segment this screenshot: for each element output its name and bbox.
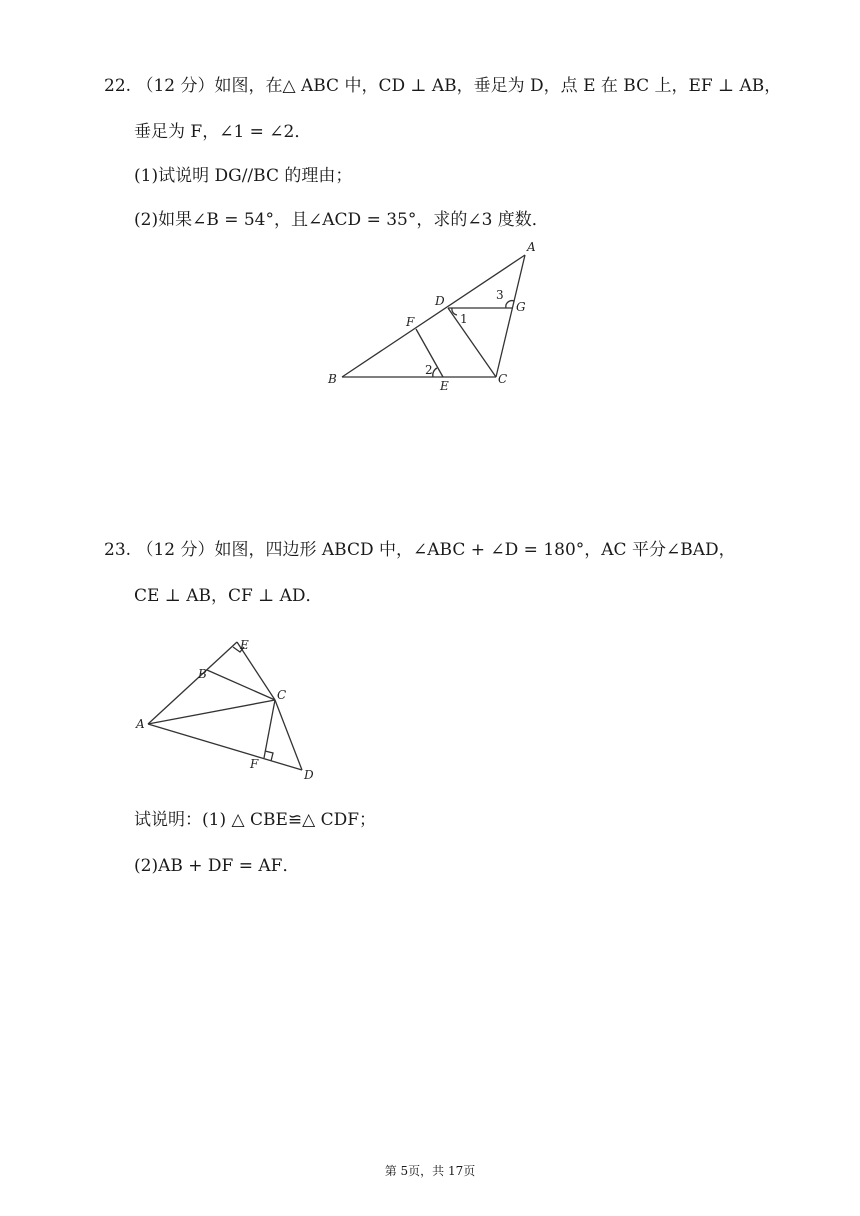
q22-figure bbox=[320, 238, 560, 398]
point-E-label: E bbox=[240, 638, 249, 652]
q23-line2: CE ⊥ AB，CF ⊥ AD． bbox=[134, 586, 323, 606]
angle-1-label: 1 bbox=[460, 312, 468, 326]
point-F-label: F bbox=[406, 315, 415, 329]
segment-DC bbox=[448, 308, 496, 377]
point-F-label: F bbox=[250, 757, 259, 771]
angle-2-arc bbox=[433, 368, 437, 377]
segment-CA bbox=[496, 255, 525, 377]
point-B-label: B bbox=[198, 667, 207, 681]
q23-prove1: 试说明：(1) △ CBE≌△ CDF； bbox=[134, 810, 377, 830]
q23-prove2: (2)AB + DF = AF． bbox=[134, 856, 300, 876]
point-D-label: D bbox=[304, 768, 314, 782]
q22-line1: 22. （12 分）如图，在△ ABC 中，CD ⊥ AB，垂足为 D，点 E 在 BC 上，EF ⊥ AB， bbox=[104, 76, 782, 96]
point-G-label: G bbox=[516, 300, 526, 314]
q23-figure-lines bbox=[148, 642, 302, 770]
angle-3-label: 3 bbox=[496, 288, 504, 302]
q22-part2: (2)如果∠B = 54°，且∠ACD = 35°，求的∠3 度数． bbox=[134, 210, 549, 230]
segment-BA bbox=[342, 255, 525, 377]
segment-CF bbox=[264, 700, 275, 758]
q23-line1: 23. （12 分）如图，四边形 ABCD 中，∠ABC + ∠D = 180°，AC 平分∠BAD， bbox=[104, 540, 736, 560]
page-footer: 第 5页，共 17页 bbox=[384, 1164, 476, 1178]
point-A-label: A bbox=[527, 240, 536, 254]
segment-AD bbox=[148, 724, 302, 770]
point-E-label: E bbox=[440, 379, 449, 393]
q22-figure-lines bbox=[342, 255, 525, 377]
segment-AC bbox=[148, 700, 275, 724]
q22-part1: (1)试说明 DG//BC 的理由； bbox=[134, 166, 353, 186]
angle-2-label: 2 bbox=[425, 363, 433, 377]
point-C-label: C bbox=[498, 372, 508, 386]
segment-CD bbox=[275, 700, 302, 770]
point-D-label: D bbox=[435, 294, 445, 308]
point-A-label: A bbox=[136, 717, 145, 731]
point-C-label: C bbox=[277, 688, 287, 702]
q23-figure bbox=[130, 634, 330, 784]
segment-AE bbox=[148, 642, 237, 724]
q22-line2: 垂足为 F，∠1 = ∠2． bbox=[134, 122, 312, 142]
point-B-label: B bbox=[328, 372, 337, 386]
